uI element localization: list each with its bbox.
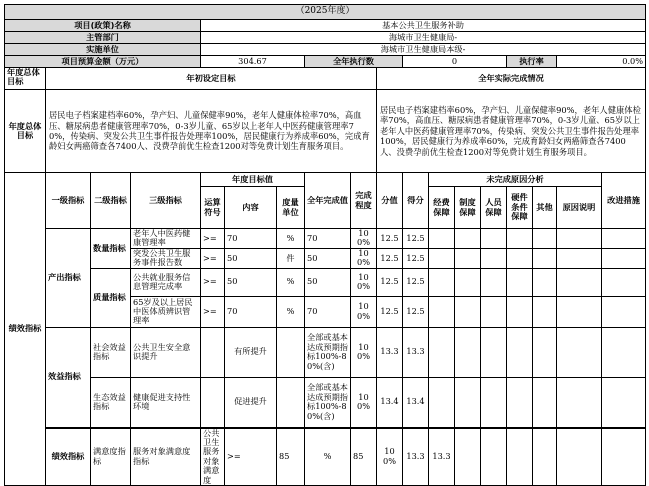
indicator-name: 公共卫生服务对象满意度 <box>201 428 225 485</box>
project-name-label: 项目(政策)名称 <box>5 20 201 32</box>
unit-header: 度量单位 <box>277 187 305 229</box>
table-row <box>5 428 646 485</box>
actual-goal-header: 全年实际完成情况 <box>377 68 646 90</box>
indicator-full: 全部或基本达成预期指标100%-80%(含) <box>305 377 351 427</box>
l2-social-label: 社会效益指标 <box>91 327 131 377</box>
indicator-degree: 100% <box>351 248 377 268</box>
reason-group-header: 未完成原因分析 <box>429 173 602 187</box>
indicator-content: 50 <box>225 268 277 296</box>
table-row <box>5 268 646 296</box>
reason-note-header: 原因说明 <box>557 187 602 229</box>
project-name-value: 基本公共卫生服务补助 <box>201 20 646 32</box>
indicator-degree: 100% <box>351 268 377 296</box>
initial-goal-header: 年初设定目标 <box>46 68 377 90</box>
indicator-unit: % <box>277 268 305 296</box>
indicator-value: 13.4 <box>377 377 403 427</box>
indicator-value: 13.3 <box>403 428 429 485</box>
table-row <box>5 327 646 377</box>
l1-benefit-label: 效益指标 <box>46 327 91 427</box>
indicator-degree: 100% <box>377 428 403 485</box>
level3-header: 三级指标 <box>131 173 201 229</box>
level2-header: 二级指标 <box>91 173 131 229</box>
initial-goal-text: 居民电子档案建档率60%，孕产妇、儿童保健率90%，老年人健康体检率70%，高血压、糖尿病患者健康管理率70%，0-3岁儿童、65岁以上老年人中医药健康管理率70%，传染病、突发公共卫生事件报告处理率100%，居民健康行为养成率60%，完成育龄妇女两癌筛查各7400人、没费孕前优生检查1200对等免费计划生育服务项目。 <box>46 90 377 173</box>
indicator-unit <box>277 377 305 427</box>
indicator-name: 公共就业服务信息管理完成率 <box>131 268 201 296</box>
indicator-content: 有所提升 <box>225 327 277 377</box>
system-header: 制度保障 <box>455 187 481 229</box>
full-year-header: 全年完成值 <box>305 173 351 229</box>
indicator-unit: % <box>305 428 351 485</box>
indicator-full: 50 <box>305 268 351 296</box>
annual-goal-header: 年度总体目标 <box>5 68 46 90</box>
dept-value: 海城市卫生健康局- <box>201 32 646 44</box>
indicator-full: 全部或基本达成预期指标100%-80%(含) <box>305 327 351 377</box>
score-header: 得分 <box>403 173 429 229</box>
indicator-value: 12.5 <box>377 268 403 296</box>
indicator-unit <box>277 327 305 377</box>
indicator-score: 12.5 <box>403 229 429 249</box>
indicator-full: 70 <box>305 229 351 249</box>
l2-eco-label: 生态效益指标 <box>91 377 131 427</box>
actual-goal-text: 居民电子档案建档率60%，孕产妇、儿童保健率90%，老年人健康体检率70%，高血压、糖尿病患者健康管理率70%，0-3岁儿童、65岁以上老年人中医药健康管理率70%，传染病、突发公共卫生事件报告处理率100%，居民健康行为养成率60%，完成育龄妇女两癌筛查各7400人、没费孕前优生检查1200对等免费计划生育服务项目。 <box>377 90 646 173</box>
score-value-header: 分值 <box>377 173 403 229</box>
indicator-value: 12.5 <box>377 248 403 268</box>
operator-header: 运算符号 <box>201 187 225 229</box>
indicator-score: 13.4 <box>403 377 429 427</box>
indicator-content: 50 <box>225 248 277 268</box>
indicator-full: 85 <box>351 428 377 485</box>
indicator-content: 促进提升 <box>225 377 277 427</box>
personnel-header: 人员保障 <box>481 187 507 229</box>
indicator-op: >= <box>225 428 277 485</box>
level1-header: 一级指标 <box>46 173 91 229</box>
indicator-degree: 100% <box>351 296 377 327</box>
exec-value: 0 <box>403 56 507 68</box>
indicator-value: 12.5 <box>377 296 403 327</box>
unit-value: 海城市卫生健康局本级- <box>201 44 646 56</box>
indicator-value: 13.3 <box>377 327 403 377</box>
table-row <box>5 377 646 427</box>
annual-goal-row-label: 年度总体目标 <box>5 90 46 173</box>
indicator-unit: 件 <box>277 248 305 268</box>
indicator-degree: 100% <box>351 377 377 427</box>
indicator-op: >= <box>201 268 225 296</box>
indicator-name: 健康促进支持性环境 <box>131 377 201 427</box>
exec-label: 全年执行数 <box>305 56 403 68</box>
indicator-name: 公共卫生安全意识提升 <box>131 327 201 377</box>
year-label: （2025年度） <box>5 5 646 20</box>
indicator-full: 70 <box>305 296 351 327</box>
completion-header: 完成程度 <box>351 173 377 229</box>
indicator-name: 老年人中医药健康管理率 <box>131 229 201 249</box>
indicator-op <box>201 327 225 377</box>
indicator-score: 12.5 <box>403 248 429 268</box>
other-header: 其他 <box>533 187 557 229</box>
satisfaction-l1: 满意度指标 <box>91 428 131 485</box>
indicator-unit: % <box>277 296 305 327</box>
dept-label: 主管部门 <box>5 32 201 44</box>
indicator-value: 12.5 <box>377 229 403 249</box>
hardware-header: 硬件条件保障 <box>507 187 533 229</box>
table-row <box>5 229 646 249</box>
satisfaction-l3-group: 服务对象满意度指标 <box>131 428 201 485</box>
indicator-unit: % <box>277 229 305 249</box>
l1-output-label: 产出指标 <box>46 229 91 328</box>
performance-indicators-label: 绩效指标 <box>5 173 46 486</box>
indicator-content: 70 <box>225 296 277 327</box>
unit-label: 实施单位 <box>5 44 201 56</box>
indicator-op: >= <box>201 248 225 268</box>
indicator-name: 65岁及以上居民中医体质辨识管理率 <box>131 296 201 327</box>
indicator-op <box>201 377 225 427</box>
indicator-op: >= <box>201 229 225 249</box>
indicator-degree: 100% <box>351 327 377 377</box>
indicator-name: 突发公共卫生服务事件报告数 <box>131 248 201 268</box>
indicator-content: 70 <box>225 229 277 249</box>
l2-quality-label: 质量指标 <box>91 268 131 327</box>
annual-value-header: 年度目标值 <box>201 173 305 187</box>
fund-header: 经费保障 <box>429 187 455 229</box>
budget-value: 304.67 <box>201 56 305 68</box>
improve-header: 改进措施 <box>602 173 646 229</box>
indicator-score: 13.3 <box>403 327 429 377</box>
indicator-content: 85 <box>277 428 305 485</box>
rate-value: 0.0% <box>557 56 646 68</box>
l2-quantity-label: 数量指标 <box>91 229 131 269</box>
indicator-score: 12.5 <box>403 268 429 296</box>
indicator-score: 13.3 <box>429 428 455 485</box>
performance-evaluation-sheet <box>4 4 645 485</box>
indicator-op: >= <box>201 296 225 327</box>
budget-label: 项目预算金额（万元） <box>5 56 201 68</box>
evaluation-table <box>4 4 646 486</box>
satisfaction-section-label: 绩效指标 <box>46 428 91 485</box>
content-header: 内容 <box>225 187 277 229</box>
indicator-degree: 100% <box>351 229 377 249</box>
rate-label: 执行率 <box>507 56 557 68</box>
indicator-score: 12.5 <box>403 296 429 327</box>
indicator-full: 50 <box>305 248 351 268</box>
